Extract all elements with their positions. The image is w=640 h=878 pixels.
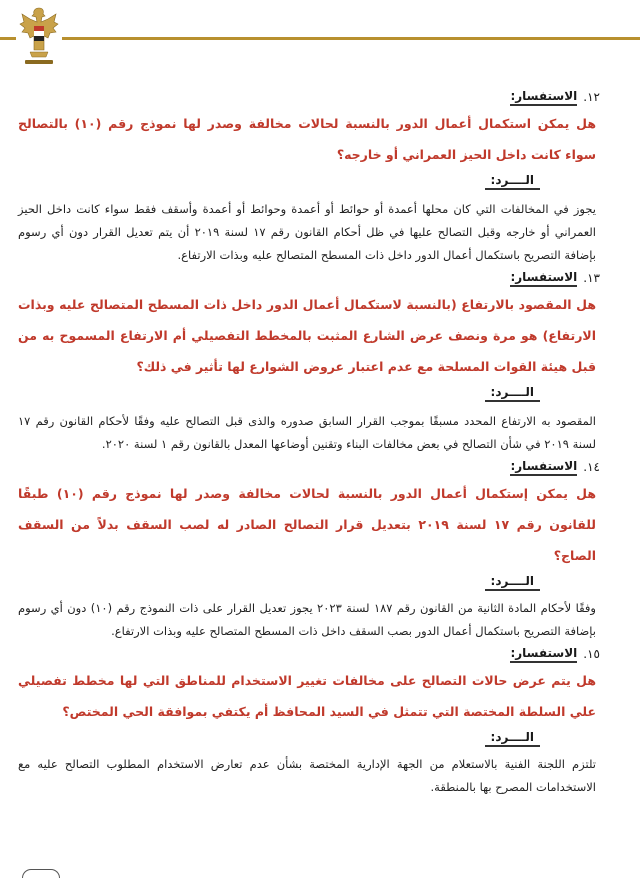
- inquiry-label: الاستفسار:: [510, 646, 577, 663]
- answer-label: الــــرد:: [485, 730, 540, 747]
- inquiry-label: الاستفسار:: [510, 459, 577, 476]
- item-number: ١٣.: [583, 271, 600, 285]
- item-number: ١٢.: [583, 90, 600, 104]
- question-text: هل يمكن إستكمال أعمال الدور بالنسبة لحالات مخالفة وصدر لها نموذج رقم (١٠) طبقًا للقانون رقم ١٧ لسنة ٢٠١٩ بتعديل قرار التصالح الصادر له لصب السقف بدلاً من السقف الصاج؟: [18, 486, 596, 563]
- question-text: هل يمكن استكمال أعمال الدور بالنسبة لحالات مخالفة وصدر لها نموذج رقم (١٠) بالتصالح سواء كانت داخل الحيز العمراني أو خارجه؟: [18, 116, 596, 162]
- faq-content: [18, 86, 600, 799]
- inquiry-heading: [18, 643, 600, 665]
- item-number: ١٤.: [583, 460, 600, 474]
- inquiry-heading: [18, 267, 600, 289]
- egypt-eagle-emblem-icon: [16, 2, 62, 72]
- faq-item-12: [18, 86, 600, 267]
- answer-heading: [18, 382, 600, 404]
- page-number-tab: [22, 869, 60, 878]
- faq-item-13: [18, 267, 600, 456]
- answer-text: وفقًا لأحكام المادة الثانية من القانون رقم ١٨٧ لسنة ٢٠٢٣ يجوز تعديل القرار على ذات النموذج رقم (١٠) دون أي رسوم بإضافة التصريح باستكمال أعمال الدور بصب السقف داخل ذات المسطح المتصالح عليه وبذات الارتفاع.: [18, 601, 596, 638]
- answer-text: تلتزم اللجنة الفنية بالاستعلام من الجهة الإدارية المختصة بشأن عدم تعارض الاستخدام المطلوب التصالح عليه مع الاستخدامات المصرح بها بالمنطقة.: [18, 757, 596, 794]
- answer-heading: [18, 170, 600, 192]
- inquiry-label: الاستفسار:: [510, 89, 577, 106]
- inquiry-heading: [18, 86, 600, 108]
- answer-label: الــــرد:: [485, 173, 540, 190]
- page-header: [0, 0, 640, 80]
- answer-label: الــــرد:: [485, 574, 540, 591]
- header-rule: [0, 37, 640, 40]
- answer-heading: [18, 571, 600, 593]
- answer-label: الــــرد:: [485, 385, 540, 402]
- answer-text: المقصود به الارتفاع المحدد مسبقًا بموجب القرار السابق صدوره والذى قبل التصالح عليه وفقًا لأحكام القانون رقم ١٧ لسنة ٢٠١٩ في شأن التصالح في بعض مخالفات البناء وتقنين أوضاعها المعدل بالقانون رقم ١ لسنة ٢٠٢٠.: [18, 414, 596, 451]
- faq-item-14: [18, 456, 600, 643]
- inquiry-heading: [18, 456, 600, 478]
- question-text: هل يتم عرض حالات التصالح على مخالفات تغيير الاستخدام للمناطق التي لها مخطط تفصيلي علي السلطة المختصة التي تتمثل في السيد المحافظ أم يكتفي بموافقة الحي المختص؟: [18, 673, 596, 719]
- item-number: ١٥.: [583, 647, 600, 661]
- inquiry-label: الاستفسار:: [510, 270, 577, 287]
- faq-item-15: [18, 643, 600, 799]
- question-text: هل المقصود بالارتفاع (بالنسبة لاستكمال أعمال الدور داخل ذات المسطح المتصالح عليه وبذات الارتفاع) هو مرة ونصف عرض الشارع المثبت بالمخطط التفصيلي أم الارتفاع المسموح به من قبل هيئة القوات المسلحة مع عدم اعتبار عروض الشوارع لها تأثير في ذلك؟: [18, 297, 596, 374]
- answer-text: يجوز في المخالفات التي كان محلها أعمدة أو حوائط أو أعمدة وحوائط أو أعمدة وأسقف فقط سواء كانت داخل الحيز العمراني أو خارجه وقبل التصالح عليها في ظل أحكام القانون رقم ١٧ لسنة ٢٠١٩ أن يتم تعديل القرار دون أي رسوم بإضافة التصريح باستكمال أعمال الدور داخل ذات المسطح المتصالح عليه وبذات الارتفاع.: [18, 202, 596, 262]
- answer-heading: [18, 727, 600, 749]
